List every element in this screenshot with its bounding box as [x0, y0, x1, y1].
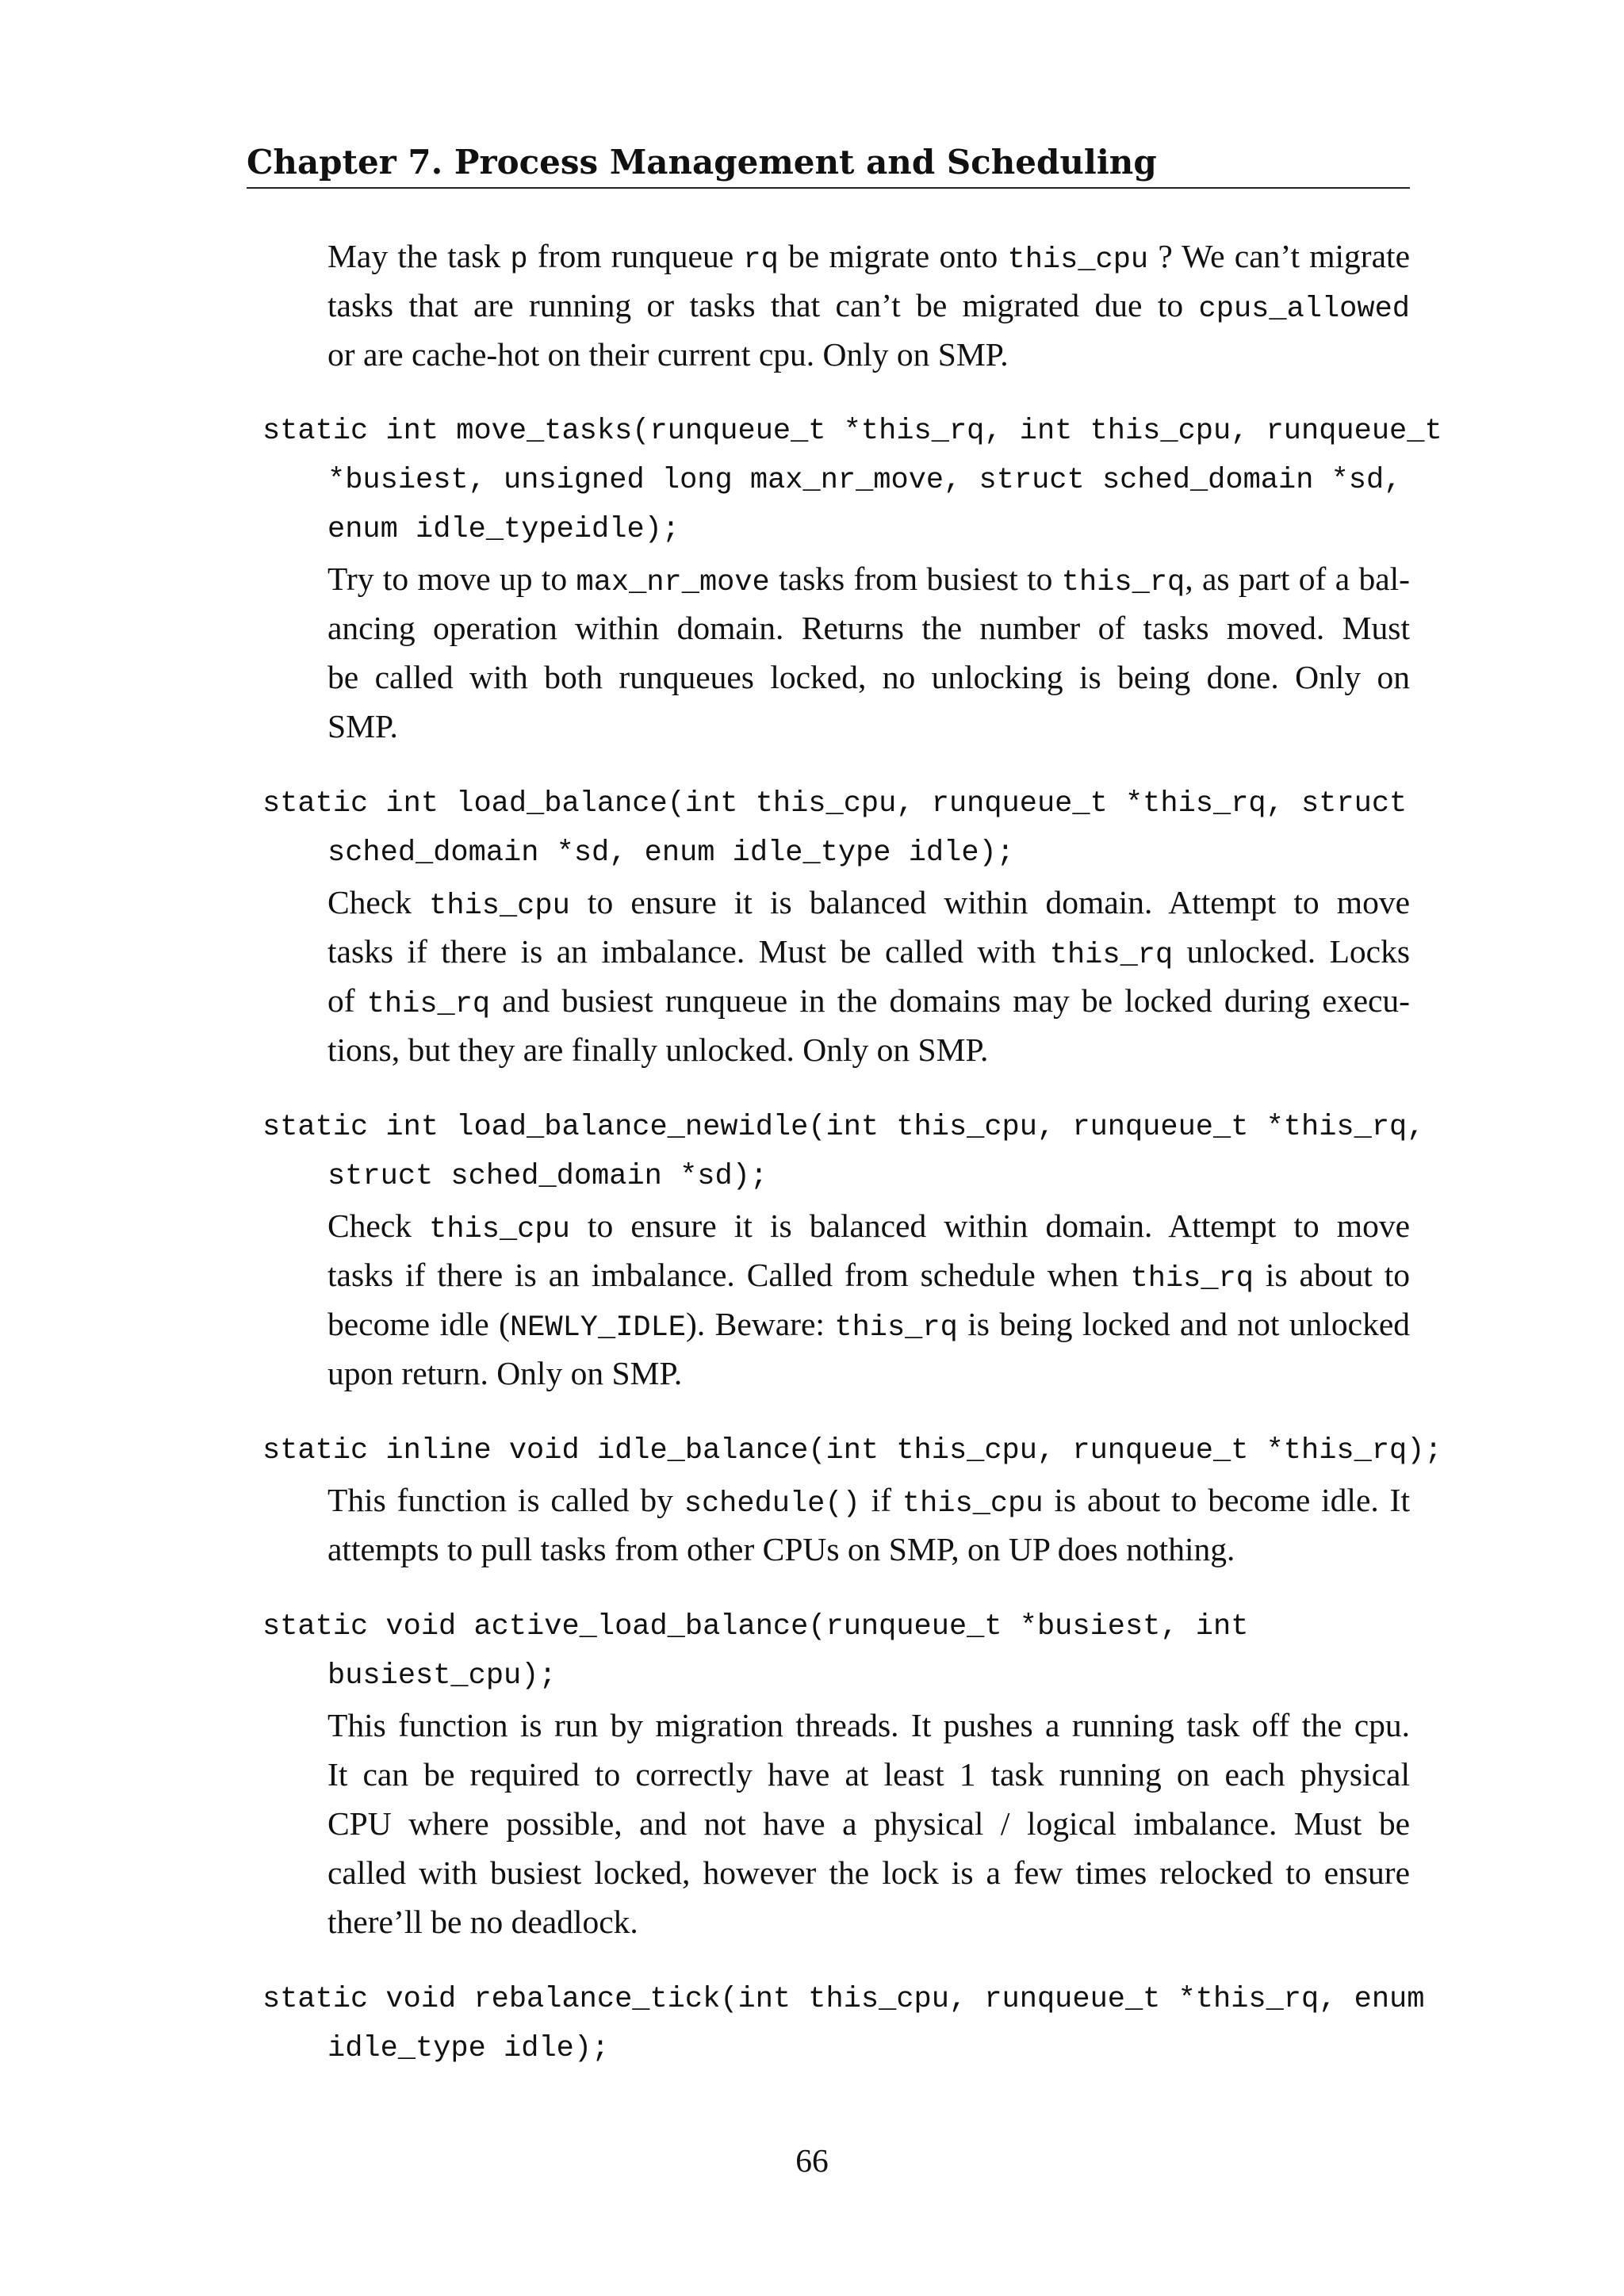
text-line — [327, 1525, 1410, 1574]
inline-code: this_rq — [1061, 566, 1185, 599]
text-run: of — [327, 982, 367, 1019]
text-line — [327, 927, 1410, 976]
text-line — [327, 603, 1410, 652]
text-line — [327, 1201, 1410, 1250]
inline-code: this_rq — [366, 988, 491, 1021]
function-signature-move-tasks — [262, 407, 1442, 554]
text-line — [327, 878, 1410, 927]
signature-line: sched_domain *sd, enum idle_type idle); — [327, 836, 1014, 870]
text-run: Try to move up to — [327, 561, 576, 597]
signature-line: static void rebalance_tick(int this_cpu, runqueue_t *this_rq, enum — [262, 1983, 1425, 2016]
signature-line: struct sched_domain *sd); — [327, 1160, 768, 1193]
signature-line: static int load_balance(int this_cpu, runqueue_t *this_rq, struct — [262, 787, 1408, 821]
inline-code: this_cpu — [902, 1487, 1044, 1521]
text-run: to ensure it is balanced within domain. Attempt to move — [569, 1207, 1410, 1244]
text-run: Check — [327, 884, 430, 920]
text-line — [327, 1475, 1410, 1525]
text-run: and busiest runqueue in the domains may be locked during execu- — [490, 982, 1410, 1019]
page-number: 66 — [795, 2142, 829, 2179]
text-run: CPU where possible, and not have a physical / logical imbalance. Must be — [327, 1805, 1410, 1842]
text-run: is about to — [1253, 1257, 1410, 1293]
text-line — [327, 652, 1410, 702]
function-description-load-balance-newidle — [327, 1201, 1410, 1398]
header-rule — [247, 187, 1410, 189]
function-signature-idle-balance — [262, 1426, 1442, 1475]
text-line — [327, 1250, 1410, 1299]
inline-code: this_rq — [1049, 939, 1174, 972]
text-run: tasks if there is an imbalance. Called from schedule when — [327, 1257, 1131, 1293]
text-run: This function is run by migration threads. It pushes a running task off the cpu. — [327, 1707, 1410, 1743]
text-run: tasks that are running or tasks that can’t be migrated due to — [327, 287, 1199, 323]
inline-code: schedule() — [684, 1487, 860, 1521]
text-line — [327, 976, 1410, 1025]
text-line — [327, 1750, 1410, 1799]
text-run: ancing operation within domain. Returns the number of tasks moved. Must — [327, 610, 1410, 646]
text-run: become idle ( — [327, 1306, 510, 1342]
function-signature-load-balance — [262, 779, 1420, 878]
inline-code: NEWLY_IDLE — [509, 1311, 687, 1345]
text-run: tions, but they are finally unlocked. Only on SMP. — [327, 1031, 989, 1068]
text-line — [327, 330, 1410, 379]
text-run: is being locked and not unlocked — [957, 1306, 1410, 1342]
text-line — [327, 1299, 1410, 1349]
function-signature-load-balance-newidle — [262, 1103, 1425, 1201]
text-line — [327, 1897, 1410, 1946]
text-run: is about to become idle. It — [1043, 1482, 1410, 1518]
text-run: Check — [327, 1207, 430, 1244]
text-line — [327, 1701, 1410, 1750]
text-run: if — [860, 1482, 902, 1518]
text-run: ? We can’t migrate — [1148, 238, 1410, 274]
signature-line: static int load_balance_newidle(int this_cpu, runqueue_t *this_rq, — [262, 1111, 1425, 1144]
inline-code: this_rq — [834, 1311, 958, 1345]
text-run: called with busiest locked, however the lock is a few times relocked to ensure — [327, 1854, 1410, 1891]
inline-code: this_cpu — [429, 1213, 570, 1246]
text-run: there’ll be no deadlock. — [327, 1904, 638, 1940]
function-description-active-load-balance — [327, 1701, 1410, 1946]
text-run: unlocked. Locks — [1173, 933, 1410, 970]
function-description-idle-balance — [327, 1475, 1410, 1574]
text-run: ). Beware: — [686, 1306, 835, 1342]
signature-line: enum idle_typeidle); — [327, 513, 680, 546]
text-run: SMP. — [327, 708, 398, 744]
text-run: from runqueue — [527, 238, 744, 274]
text-run: be migrate onto — [778, 238, 1008, 274]
function-signature-rebalance-tick — [262, 1975, 1425, 2073]
inline-code: max_nr_move — [576, 566, 770, 599]
signature-line: static inline void idle_balance(int this_cpu, runqueue_t *this_rq); — [262, 1434, 1442, 1468]
text-run: It can be required to correctly have at least 1 task running on each physical — [327, 1756, 1410, 1793]
text-line — [327, 281, 1410, 330]
text-run: tasks if there is an imbalance. Must be called with — [327, 933, 1050, 970]
text-run: This function is called by — [327, 1482, 684, 1518]
function-description-load-balance — [327, 878, 1410, 1074]
inline-code: cpus_allowed — [1198, 293, 1410, 326]
inline-code: p — [510, 243, 528, 277]
chapter-header: Chapter 7. Process Management and Scheduling — [247, 143, 1157, 182]
signature-line: static void active_load_balance(runqueue_t *busiest, int — [262, 1610, 1249, 1644]
text-run: or are cache-hot on their current cpu. Only on SMP. — [327, 336, 1009, 373]
function-signature-active-load-balance — [262, 1602, 1420, 1701]
text-run: , as part of a bal- — [1185, 561, 1410, 597]
inline-code: this_cpu — [1007, 243, 1149, 277]
text-run: May the task — [327, 238, 511, 274]
text-line — [327, 554, 1410, 603]
text-run: attempts to pull tasks from other CPUs on SMP, on UP does nothing. — [327, 1531, 1235, 1567]
text-run: be called with both runqueues locked, no unlocking is being done. Only on — [327, 659, 1410, 695]
text-run: tasks from busiest to — [769, 561, 1062, 597]
text-line — [327, 702, 1410, 751]
text-run: to ensure it is balanced within domain. Attempt to move — [569, 884, 1410, 920]
text-line — [327, 1848, 1410, 1897]
inline-code: rq — [743, 243, 779, 277]
inline-code: this_rq — [1130, 1262, 1254, 1295]
signature-line: busiest_cpu); — [327, 1659, 557, 1693]
text-run: upon return. Only on SMP. — [327, 1355, 683, 1391]
text-line — [327, 1799, 1410, 1848]
text-line — [327, 232, 1410, 281]
function-description-move-tasks — [327, 554, 1410, 751]
text-line — [327, 1349, 1410, 1398]
inline-code: this_cpu — [429, 890, 570, 923]
signature-line: static int move_tasks(runqueue_t *this_rq, int this_cpu, runqueue_t — [262, 415, 1442, 448]
text-line — [327, 1025, 1410, 1074]
signature-line: idle_type idle); — [327, 2032, 610, 2065]
intro-paragraph — [327, 232, 1410, 379]
signature-line: *busiest, unsigned long max_nr_move, struct sched_domain *sd, — [327, 464, 1402, 497]
